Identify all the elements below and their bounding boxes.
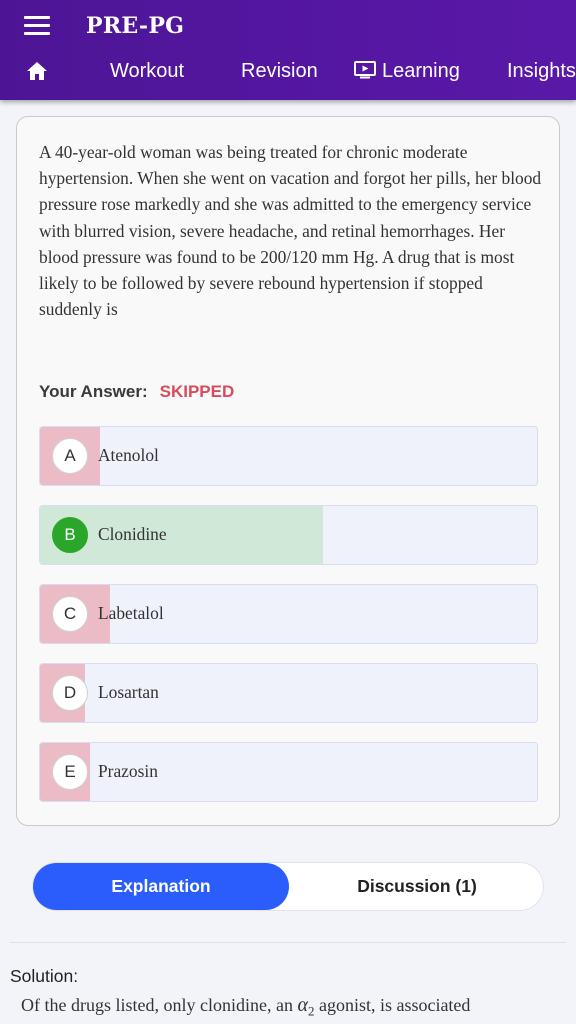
solution-text [21,994,561,1020]
nav-item-learning[interactable] [354,60,460,83]
option-b[interactable] [39,505,538,565]
question-text: A 40-year-old woman was being treated for chronic moderate hypertension. When she went on vacation and forgot her pills, her blood pressure rose markedly and she was admitted to the emergency service with blurred vision, severe headache, and retinal hemorrhages. Her blood pressure was found to be 200/120 mm Hg. A drug that is most likely to be followed by severe rebound hypertension if stopped suddenly is [39,142,542,320]
nav-item-insights[interactable]: Insights [507,60,576,82]
option-text: Labetalol [98,603,164,623]
your-answer-label: Your Answer: [39,382,148,401]
question-card [16,116,560,826]
your-answer [39,382,234,402]
nav-item-label: Learning [382,60,460,82]
tv-play-icon [354,61,376,79]
option-letter: D [52,675,88,711]
option-text: Clonidine [98,524,167,544]
solution-text-part: Of the drugs listed, only clonidine, an [21,995,298,1015]
tab-explanation[interactable]: Explanation [33,863,289,910]
divider [10,942,566,943]
tab-discussion[interactable]: Discussion (1) [357,876,477,896]
app-title: PRE-PG [86,13,185,39]
menu-icon[interactable] [24,16,50,36]
alpha-subscript: 2 [307,1003,315,1019]
option-text: Atenolol [98,445,159,465]
option-letter: A [52,438,88,474]
solution-title: Solution: [10,966,79,986]
nav-bar [0,52,576,96]
solution-tabs [32,862,544,911]
option-letter: C [52,596,88,632]
option-letter: E [52,754,88,790]
app-bar [0,0,576,100]
option-letter: B [52,517,88,553]
option-text: Prazosin [98,761,158,781]
option-e[interactable] [39,742,538,802]
solution-text-part: agonist, is associated [314,995,471,1015]
option-text: Losartan [98,682,159,702]
option-a[interactable] [39,426,538,486]
answer-status-badge: SKIPPED [159,382,235,401]
alpha-symbol: α [297,994,308,1016]
option-c[interactable] [39,584,538,644]
nav-item-workout[interactable]: Workout [110,60,185,82]
nav-item-revision[interactable]: Revision [241,60,318,82]
option-d[interactable] [39,663,538,723]
